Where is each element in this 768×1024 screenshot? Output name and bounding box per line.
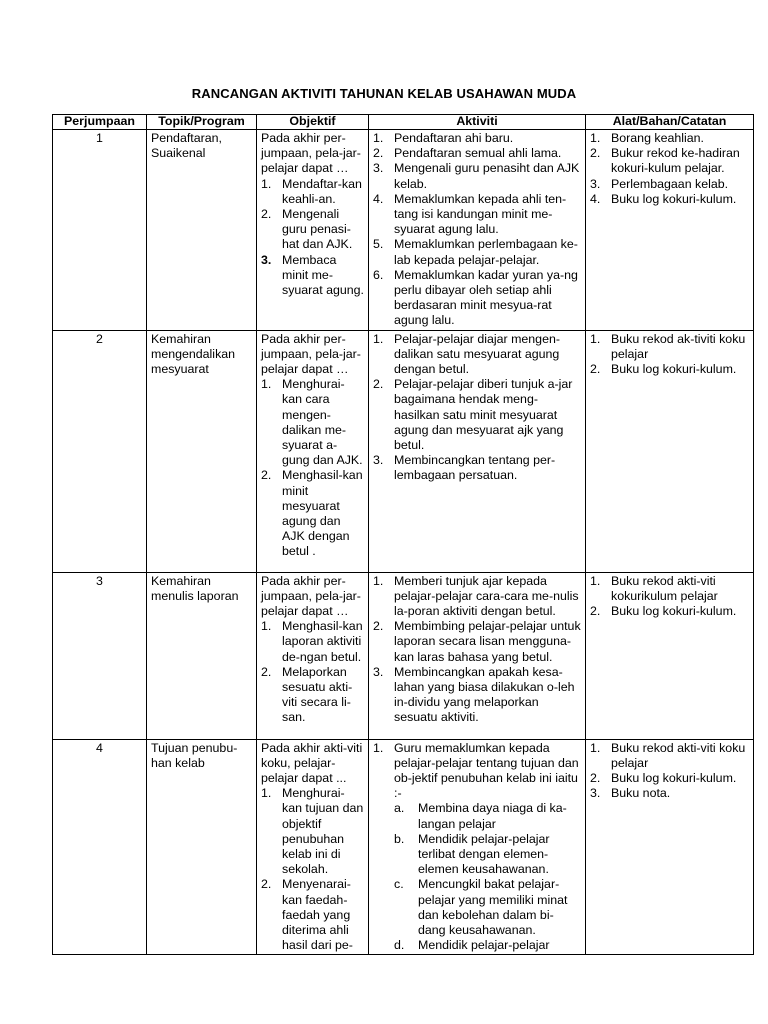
list-item: b. Mendidik pelajar-pelajar terlibat dengan elemen-elemen keusahawanan. bbox=[394, 831, 550, 877]
list-item: 1. Menghasil-kan laporan aktiviti de-ngan betul. bbox=[261, 619, 363, 664]
materials-cell bbox=[586, 330, 754, 572]
objective-list bbox=[261, 377, 364, 559]
objective-intro: Pada akhir akti-viti koku, pelajar-pelajar dapat ... bbox=[261, 740, 363, 786]
column-header-perjumpaan: Perjumpaan bbox=[53, 115, 147, 130]
meeting-number: 4 bbox=[53, 739, 147, 955]
materials-cell bbox=[586, 572, 754, 739]
materials-list bbox=[590, 131, 749, 207]
list-item: 1. Guru memaklumkan kepada pelajar-pelajar tentang tujuan dan ob-jektif penubuhan kelab ini iaitu :- a. Membina daya niaga di ka-langan pelajar b. Mendidik pelajar-pelajar terlibat dengan elemen-elemen keusahawanan. c. Mencungkil bakat pelajar-pelajar yang memiliki minat dan kebolehan dalam bi-dang keusahawanan. d. Mendidik pelajar-pelajar bbox=[373, 741, 581, 954]
list-item: 1. Buku rekod akti-viti koku pelajar bbox=[590, 740, 746, 770]
activity-intro-text: Guru memaklumkan kepada pelajar-pelajar tentang tujuan dan ob-jektif penubuhan kelab ini iaitu :- bbox=[394, 740, 579, 801]
activity-plan-table bbox=[52, 114, 754, 955]
list-item: 1. Pelajar-pelajar diajar mengen-dalikan satu mesyuarat agung dengan betul. bbox=[373, 331, 560, 377]
materials-list bbox=[590, 574, 749, 620]
materials-list bbox=[590, 741, 749, 802]
list-item: 1. Menghurai-kan tujuan dan objektif penubuhan kelab ini di sekolah. bbox=[261, 786, 364, 877]
document-title: RANCANGAN AKTIVITI TAHUNAN KELAB USAHAWAN MUDA bbox=[191, 86, 577, 101]
table-row bbox=[53, 330, 754, 572]
materials-cell bbox=[586, 739, 754, 955]
list-item: 2. Pelajar-pelajar diberi tunjuk a-jar bagaimana hendak meng-hasilkan satu minit mesyuarat agung dan mesyuarat ajk yang betul. bbox=[373, 377, 573, 453]
activity-cell bbox=[369, 330, 586, 572]
list-item: 1. Buku rekod ak-tiviti koku pelajar bbox=[590, 331, 746, 361]
list-item: 2. Menyenarai-kan faedah-faedah yang diterima ahli hasil dari pe- bbox=[261, 877, 353, 953]
list-item: 1. Mendaftar-kan keahli-an. bbox=[261, 176, 362, 206]
table-row bbox=[53, 130, 754, 331]
list-item: 2. Menghasil-kan minit mesyuarat agung dan AJK dengan betul . bbox=[261, 468, 363, 559]
activity-list bbox=[373, 131, 581, 329]
activity-list bbox=[373, 741, 581, 954]
list-item: 2. Mengenali guru penasi-hat dan AJK. bbox=[261, 207, 353, 252]
objective-list bbox=[261, 786, 364, 953]
list-item: 3. Membincangkan tentang per-lembagaan persatuan. bbox=[373, 453, 556, 483]
objective-list bbox=[261, 619, 364, 725]
meeting-number: 3 bbox=[53, 572, 147, 739]
list-item: 2. Buku log kokuri-kulum. bbox=[590, 362, 737, 377]
column-header-topik: Topik/Program bbox=[147, 115, 257, 130]
list-item: 2. Membimbing pelajar-pelajar untuk laporan secara lisan mengguna-kan laras bahasa yang betul. bbox=[373, 619, 581, 664]
list-item: 2. Pendaftaran semual ahli lama. bbox=[373, 146, 562, 161]
list-item: 3. Buku nota. bbox=[590, 786, 671, 801]
column-header-aktiviti: Aktiviti bbox=[369, 115, 586, 130]
topic-cell: Tujuan penubu-han kelab bbox=[147, 739, 257, 955]
list-item: d. Mendidik pelajar-pelajar bbox=[394, 938, 550, 953]
list-item: 1. Buku rekod akti-viti kokurikulum pelajar bbox=[590, 573, 718, 603]
list-item: 5. Memaklumkan perlembagaan ke-lab kepada pelajar-pelajar. bbox=[373, 237, 578, 267]
activity-cell bbox=[369, 130, 586, 331]
meeting-number: 1 bbox=[53, 130, 147, 331]
activity-list bbox=[373, 332, 581, 484]
objective-list bbox=[261, 177, 364, 299]
objective-cell bbox=[257, 739, 369, 955]
objective-cell bbox=[257, 330, 369, 572]
table-row bbox=[53, 739, 754, 955]
objective-intro: Pada akhir per-jumpaan, pela-jar-pelajar dapat … bbox=[261, 331, 361, 377]
topic-cell: Pendaftaran, Suaikenal bbox=[147, 130, 257, 331]
list-item: 3. Perlembagaan kelab. bbox=[590, 176, 729, 191]
activity-cell bbox=[369, 572, 586, 739]
list-item: 4. Memaklumkan kepada ahli ten-tang isi kandungan minit me-syuarat agung lalu. bbox=[373, 191, 567, 237]
activity-sublist bbox=[394, 801, 581, 953]
objective-intro: Pada akhir per-jumpaan, pela-jar-pelajar dapat … bbox=[261, 573, 361, 619]
column-header-objektif: Objektif bbox=[257, 115, 369, 130]
list-item: 1. Borang keahlian. bbox=[590, 131, 704, 145]
topic-cell: Kemahiran menulis laporan bbox=[147, 572, 257, 739]
list-item: 3. Membincangkan apakah kesa-lahan yang biasa dilakukan o-leh in-dividu yang melaporkan sesuatu aktiviti. bbox=[373, 664, 575, 725]
materials-list bbox=[590, 332, 749, 378]
activity-list bbox=[373, 574, 581, 726]
list-item: 4. Buku log kokuri-kulum. bbox=[590, 191, 737, 206]
list-item: 2. Bukur rekod ke-hadiran kokuri-kulum pelajar. bbox=[590, 146, 740, 176]
list-item: a. Membina daya niaga di ka-langan pelajar bbox=[394, 801, 567, 831]
list-item: 2. Melaporkan sesuatu akti-viti secara li-san. bbox=[261, 664, 353, 725]
list-item: 3. Mengenali guru penasiht dan AJK kelab. bbox=[373, 161, 580, 191]
materials-cell bbox=[586, 130, 754, 331]
table-row bbox=[53, 572, 754, 739]
column-header-alat-bahan: Alat/Bahan/Catatan bbox=[586, 115, 754, 130]
list-item: 2. Buku log kokuri-kulum. bbox=[590, 604, 737, 619]
topic-cell: Kemahiran mengendalikan mesyuarat bbox=[147, 330, 257, 572]
header-row bbox=[53, 115, 754, 130]
list-item: 1. Menghurai-kan cara mengen-dalikan me-syuarat a-gung dan AJK. bbox=[261, 377, 363, 468]
list-item: 2. Buku log kokuri-kulum. bbox=[590, 771, 737, 786]
list-item: c. Mencungkil bakat pelajar-pelajar yang memiliki minat dan kebolehan dalam bi-dang keusahawanan. bbox=[394, 877, 568, 938]
list-item: 3. Membaca minit me-syuarat agung. bbox=[261, 252, 364, 298]
activity-cell bbox=[369, 739, 586, 955]
objective-cell bbox=[257, 130, 369, 331]
objective-intro: Pada akhir per-jumpaan, pela-jar-pelajar dapat … bbox=[261, 131, 361, 176]
list-item: 6. Memaklumkan kadar yuran ya-ng perlu dibayar oleh setiap ahli berdasaran minit mesyua-rat agung lalu. bbox=[373, 267, 578, 328]
list-item: 1. Memberi tunjuk ajar kepada pelajar-pelajar cara-cara me-nulis la-poran aktiviti dengan betul. bbox=[373, 573, 579, 619]
objective-cell bbox=[257, 572, 369, 739]
meeting-number: 2 bbox=[53, 330, 147, 572]
list-item: 1. Pendaftaran ahi baru. bbox=[373, 131, 514, 145]
